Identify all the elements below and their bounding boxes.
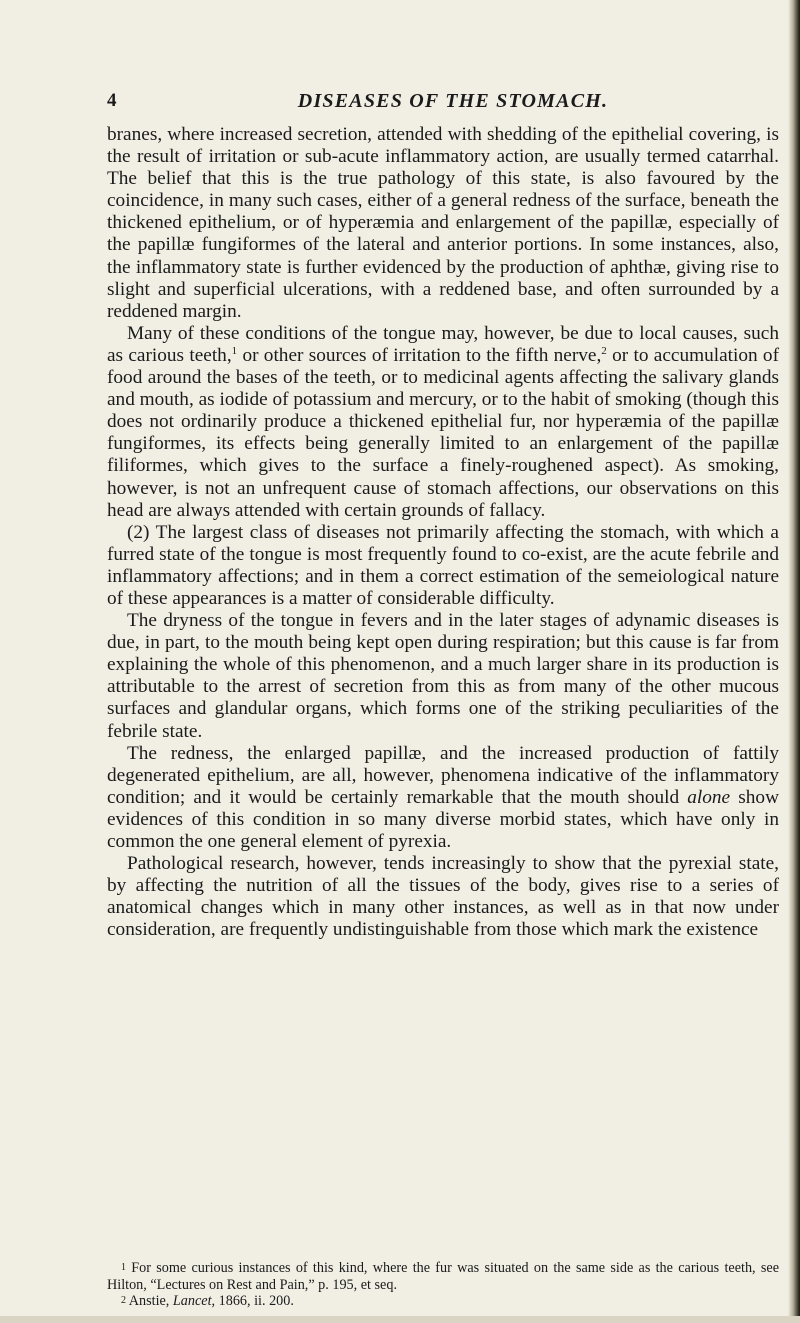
footnote-ref: 2 xyxy=(601,344,607,357)
journal-title: Lancet, xyxy=(172,1293,216,1309)
footnote-text: For some curious instances of this kind, where the fur was situated on the same side as the carious teeth, see Hilton, “Lectures on Rest and Pain,” p. 195, et seq. xyxy=(107,1260,779,1293)
footnote-text: 1866, ii. 200. xyxy=(215,1293,294,1309)
paragraph-text: or other sources of irritation to the fifth nerve, xyxy=(237,344,602,366)
footnote xyxy=(107,1260,779,1293)
footnote-mark: 1 xyxy=(121,1262,126,1273)
paragraph xyxy=(107,323,779,522)
paragraph: (2) The largest class of diseases not primarily affecting the stomach, with which a furred state of the tongue is most frequently found to co-exist, are the acute febrile and inflammatory affections; and in them a correct estimation of the semeiological nature of these appearances is a matter of considerable difficulty. xyxy=(107,521,779,609)
page-bottom-margin xyxy=(0,1316,800,1323)
page-number: 4 xyxy=(107,90,117,111)
page-binding-edge xyxy=(788,0,800,1323)
footnote xyxy=(107,1293,779,1310)
emphasis: alone xyxy=(687,786,731,808)
footnote-mark: 2 xyxy=(121,1295,126,1306)
paragraph-text: or to accumulation of food around the bases of the teeth, or to medicinal agents affecting the salivary glands and mouth, as iodide of potassium and mercury, or to the habit of smoking (though this does not ordinarily produce a thickened epithelial fur, nor hyperæmia of the papillæ fungiformes, its effects being generally limited to an enlargement of the papillæ filiformes, which gives to the surface a finely-roughened aspect). As smoking, however, is not an unfrequent cause of stomach affections, our observations on this head are always attended with certain grounds of fallacy. xyxy=(107,344,779,521)
paragraph-text: Many of these conditions of the tongue may, however, be due to local causes, such as carious teeth, xyxy=(107,322,779,366)
paragraph-text: The redness, the enlarged papillæ, and the increased production of fattily degenerated epithelium, are all, however, phenomena indicative of the inflammatory condition; and it would be certainly remarkable that the mouth should xyxy=(107,742,779,808)
footnote-ref: 1 xyxy=(231,344,238,357)
paragraph xyxy=(107,743,779,853)
paragraph: Pathological research, however, tends increasingly to show that the pyrexial state, by affecting the nutrition of all the tissues of the body, gives rise to a series of anatomical changes which in many other instances, as well as in that now under consideration, are frequently undistinguishable from those which mark the existence xyxy=(107,853,779,941)
footnotes xyxy=(107,1260,779,1310)
body-text xyxy=(107,124,779,941)
footnote-text: Anstie, xyxy=(128,1293,173,1309)
paragraph: The dryness of the tongue in fevers and in the later stages of adynamic diseases is due, in part, to the mouth being kept open during respiration; but this cause is far from explaining the whole of this phenomenon, and a much larger share in its production is attributable to the arrest of secretion from this as from many of the other mucous surfaces and glandular organs, which forms one of the striking peculiarities of the febrile state. xyxy=(107,610,779,742)
paragraph-text: show evidences of this condition in so many diverse morbid states, which have only in common the one general element of pyrexia. xyxy=(107,786,779,852)
page-header xyxy=(107,90,779,118)
paragraph: branes, where increased secretion, attended with shedding of the epithelial covering, is the result of irritation or sub-acute inflammatory action, are usually termed catarrhal. The belief that this is the true pathology of this state, is also favoured by the coincidence, in many such cases, either of a general redness of the surface, beneath the thickened epithelium, or of hyperæmia and enlargement of the papillæ, especially of the papillæ fungiformes of the lateral and anterior portions. In some instances, also, the inflammatory state is further evidenced by the production of aphthæ, giving rise to slight and superficial ulcerations, with a reddened base, and often surrounded by a reddened margin. xyxy=(107,124,779,322)
running-title: DISEASES OF THE STOMACH. xyxy=(297,90,609,112)
